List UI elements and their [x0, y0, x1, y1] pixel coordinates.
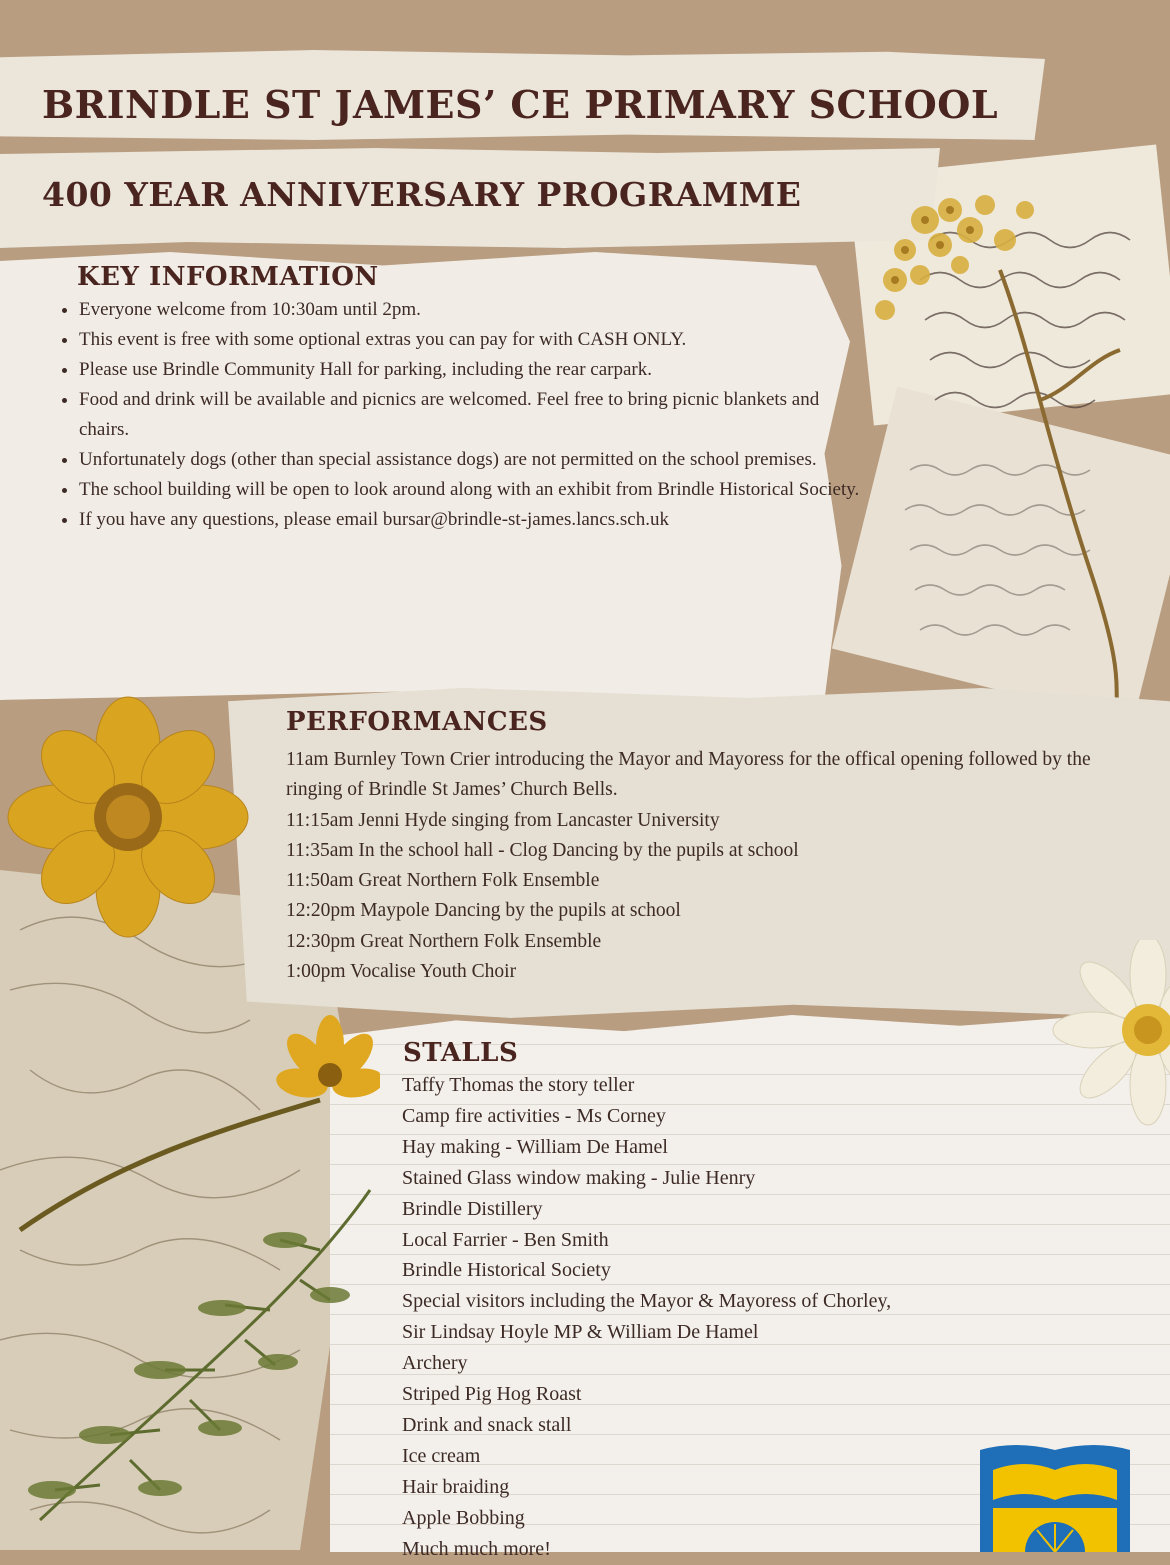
performance-item: 1:00pm Vocalise Youth Choir [286, 961, 517, 983]
key-info-item: • Food and drink will be available and picnics are welcomed. Feel free to bring picnic blankets and chairs. [79, 385, 869, 445]
stall-item: Ice cream [402, 1444, 481, 1467]
school-crest-icon [975, 1440, 1135, 1552]
key-information-heading: KEY INFORMATION [77, 262, 379, 292]
performance-item: 11:50am Great Northern Folk Ensemble [286, 870, 600, 892]
stall-item: Sir Lindsay Hoyle MP & William De Hamel [402, 1321, 759, 1344]
stall-item: Brindle Distillery [402, 1197, 543, 1220]
yellow-flower-icon [0, 695, 260, 945]
yellow-blossom-cluster-icon [865, 170, 1065, 370]
stall-item: Much much more! [402, 1537, 551, 1560]
key-info-item: • This event is free with some optional extras you can pay for with CASH ONLY. [79, 325, 869, 355]
performance-item: 11am Burnley Town Crier introducing the Mayor and Mayoress for the offical opening followed by the ringing of Brindle St James’ Church Bells. [286, 749, 1091, 801]
stall-item: Hair braiding [402, 1475, 510, 1498]
key-info-item: • Unfortunately dogs (other than special assistance dogs) are not permitted on the school premises. [79, 445, 869, 475]
stall-item: Drink and snack stall [402, 1413, 572, 1436]
performance-item: 11:35am In the school hall - Clog Dancing by the pupils at school [286, 839, 799, 861]
stall-item: Archery [402, 1352, 468, 1375]
programme-title: 400 YEAR ANNIVERSARY PROGRAMME [42, 175, 802, 214]
performance-item: 12:30pm Great Northern Folk Ensemble [286, 930, 602, 952]
stall-item: Special visitors including the Mayor & Mayoress of Chorley, [402, 1290, 892, 1313]
fern-and-flower-icon [0, 990, 380, 1530]
performance-item: 11:15am Jenni Hyde singing from Lancaster University [286, 809, 720, 831]
performance-item: 12:20pm Maypole Dancing by the pupils at school [286, 900, 681, 922]
stall-item: Stained Glass window making - Julie Henry [402, 1166, 756, 1189]
stall-item: Local Farrier - Ben Smith [402, 1228, 609, 1251]
performances-list [286, 745, 1146, 987]
white-daisy-icon [1040, 940, 1170, 1160]
key-info-item: • Everyone welcome from 10:30am until 2pm. [79, 295, 869, 325]
key-info-item: • The school building will be open to look around along with an exhibit from Brindle Historical Society. [79, 475, 869, 505]
school-name: BRINDLE ST JAMES’ CE PRIMARY SCHOOL [42, 82, 999, 127]
performances-heading: PERFORMANCES [286, 707, 548, 737]
key-info-item: • If you have any questions, please email bursar@brindle-st-james.lancs.sch.uk [79, 505, 869, 535]
stall-item: Brindle Historical Society [402, 1259, 611, 1282]
stall-item: Camp fire activities - Ms Corney [402, 1104, 666, 1127]
stall-item: Hay making - William De Hamel [402, 1135, 668, 1158]
key-info-item: • Please use Brindle Community Hall for parking, including the rear carpark. [79, 355, 869, 385]
stall-item: Apple Bobbing [402, 1506, 525, 1529]
key-information-list [55, 295, 869, 535]
stall-item: Striped Pig Hog Roast [402, 1383, 582, 1406]
stalls-heading: STALLS [403, 1038, 519, 1068]
stall-item: Taffy Thomas the story teller [402, 1074, 635, 1096]
